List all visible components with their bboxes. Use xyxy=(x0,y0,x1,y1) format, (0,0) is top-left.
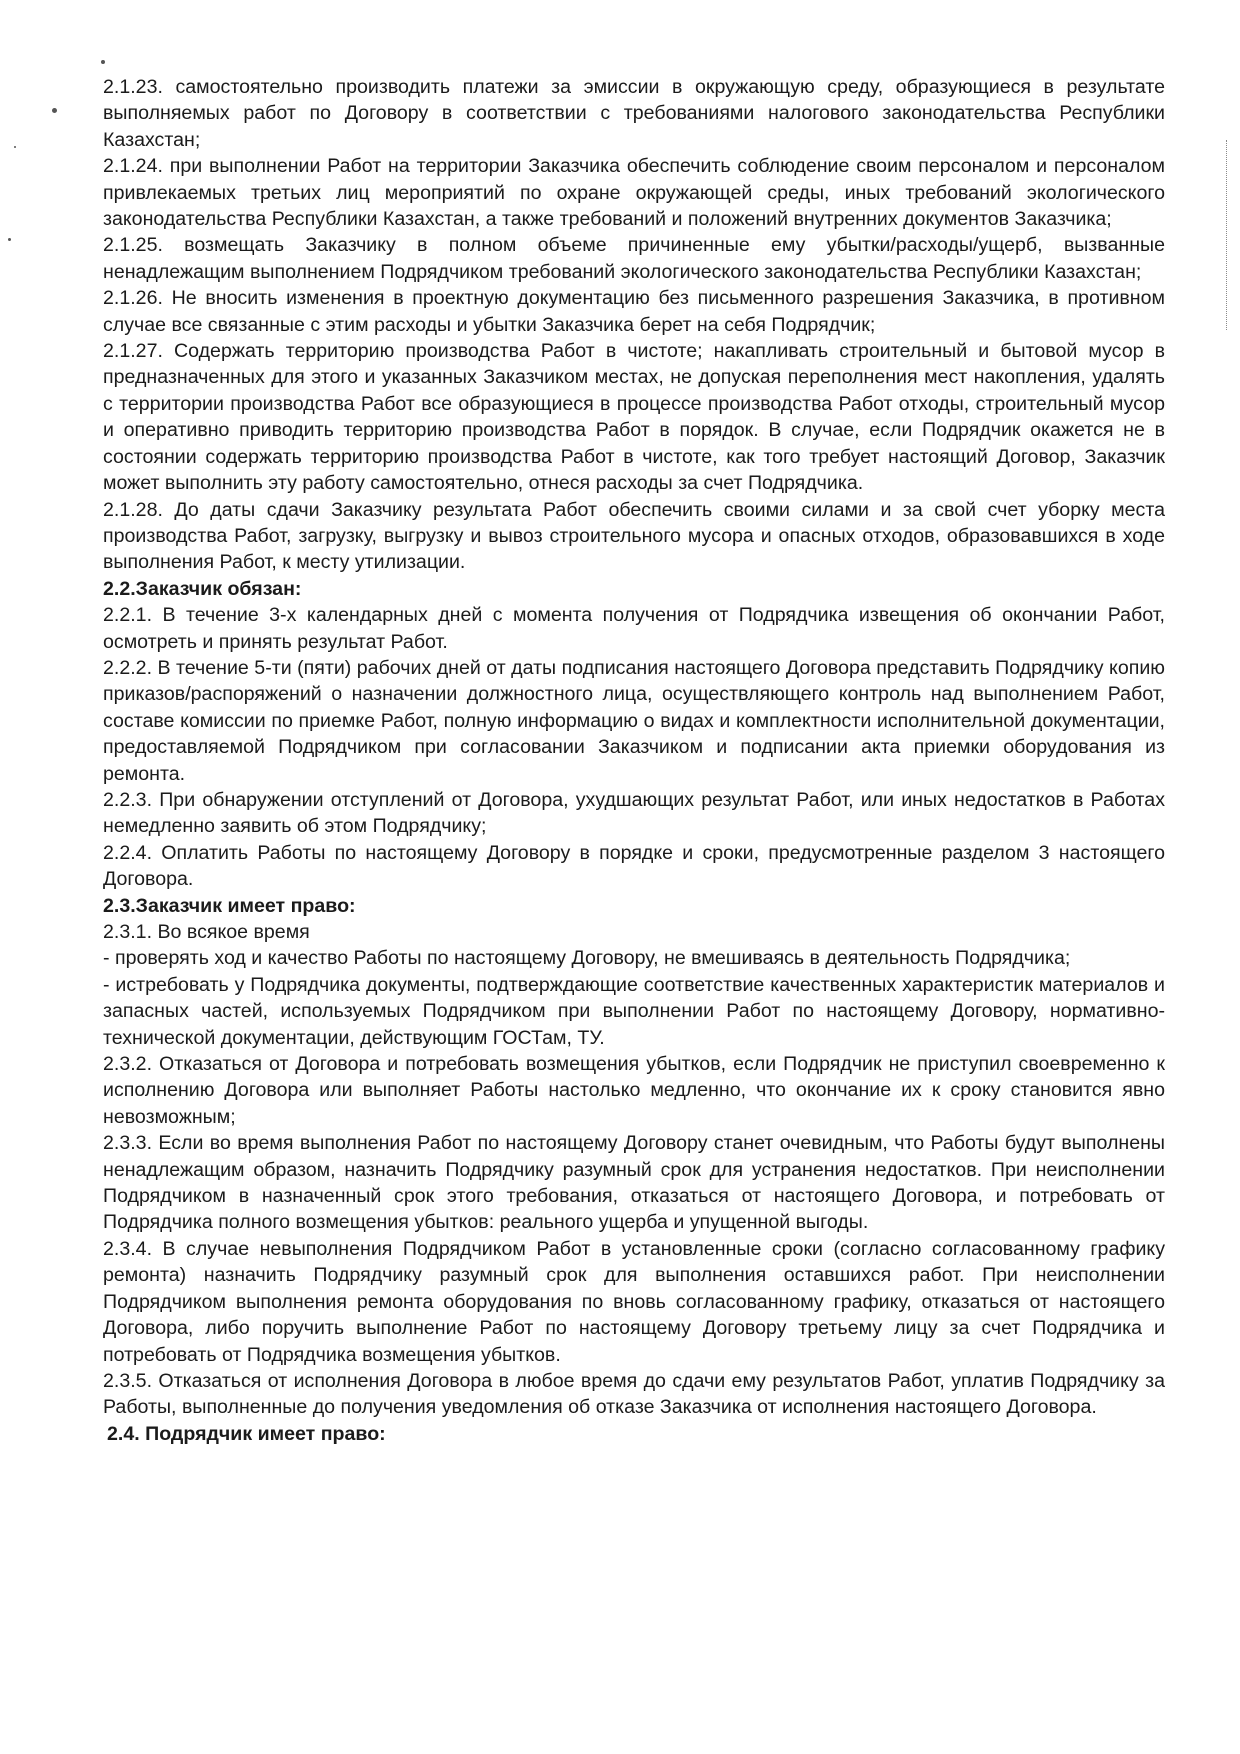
clause-2-3-1: 2.3.1. Во всякое время xyxy=(103,921,310,943)
document-page xyxy=(103,74,1165,1447)
scan-edge-mark xyxy=(1226,140,1227,330)
clause-2-1-25: 2.1.25. возмещать Заказчику в полном объеме причиненные ему убытки/расходы/ущерб, вызванные ненадлежащим выполнением Подрядчиком требований экологического законодательства Республики Казахстан; xyxy=(103,234,1165,283)
clause-2-2-1: 2.2.1. В течение 3-х календарных дней с момента получения от Подрядчика извещения об окончании Работ, осмотреть и принять результат Работ. xyxy=(103,604,1165,653)
clause-2-3-1-item-check: - проверять ход и качество Работы по настоящему Договору, не вмешиваясь в деятельность Подрядчика; xyxy=(103,947,1071,970)
clause-2-1-23: 2.1.23. самостоятельно производить платежи за эмиссии в окружающую среду, образующиеся в результате выполняемых работ по Договору в соответствии с требованиями налогового законодательства Республики Казахстан; xyxy=(103,76,1165,151)
clause-2-3-5: 2.3.5. Отказаться от исполнения Договора в любое время до сдачи ему результатов Работ, уплатив Подрядчику за Работы, выполненные до получения уведомления об отказе Заказчика от исполнения настоящего Договора. xyxy=(103,1369,1165,1419)
clause-2-3-2: 2.3.2. Отказаться от Договора и потребовать возмещения убытков, если Подрядчик не приступил своевременно к исполнению Договора или выполняет Работы настолько медленно, что окончание их к сроку становится явно невозможным; xyxy=(103,1053,1165,1128)
clause-2-2-3: 2.2.3. При обнаружении отступлений от Договора, ухудшающих результат Работ, или иных недостатков в Работах немедленно заявить об этом Подрядчику; xyxy=(103,788,1165,838)
clause-2-2-4: 2.2.4. Оплатить Работы по настоящему Договору в порядке и сроки, предусмотренные разделом 3 настоящего Договора. xyxy=(103,841,1165,891)
section-heading-2-2: 2.2.Заказчик обязан: xyxy=(103,577,302,600)
section-heading-2-4: 2.4. Подрядчик имеет право: xyxy=(107,1422,386,1445)
scan-speck xyxy=(14,146,16,148)
clause-2-1-28: 2.1.28. До даты сдачи Заказчику результата Работ обеспечить своими силами и за свой счет уборку места производства Работ, загрузку, выгрузку и вывоз строительного мусора и опасных отходов, образовавшихся в ходе выполнения Работ, к месту утилизации. xyxy=(103,498,1165,574)
clause-2-1-24: 2.1.24. при выполнении Работ на территории Заказчика обеспечить соблюдение своим персоналом и персоналом привлекаемых третьих лиц мероприятий по охране окружающей среды, иных требований экологического законодательства Республики Казахстан, а также требований и положений внутренних документов Заказчика; xyxy=(103,155,1165,231)
clause-2-3-4: 2.3.4. В случае невыполнения Подрядчиком Работ в установленные сроки (согласно согласованному графику ремонта) назначить Подрядчику разумный срок для выполнения оставшихся работ. При неисполнении Подрядчиком выполнения ремонта оборудования по вновь согласованному графику, отказаться от настоящего Договора, либо поручить выполнение Работ по настоящему Договору третьему лицу за счет Подрядчика и потребовать от Подрядчика возмещения убытков. xyxy=(103,1237,1165,1366)
clause-2-2-2: 2.2.2. В течение 5-ти (пяти) рабочих дней от даты подписания настоящего Договора представить Подрядчику копию приказов/распоряжений о назначении должностного лица, осуществляющего контроль над выполнением Работ, составе комиссии по приемке Работ, полную информацию о видах и комплектности исполнительной документации, предоставляемой Подрядчиком при согласовании Заказчиком и подписании акта приемки оборудования из ремонта. xyxy=(103,656,1165,785)
clause-2-1-26: 2.1.26. Не вносить изменения в проектную документацию без письменного разрешения Заказчика, в противном случае все связанные с этим расходы и убытки Заказчика берет на себя Подрядчик; xyxy=(103,287,1165,336)
scan-speck xyxy=(52,108,57,113)
clause-2-3-1-item-request: - истребовать у Подрядчика документы, подтверждающие соответствие качественных характеристик материалов и запасных частей, используемых Подрядчиком при выполнении Работ по настоящему Договору, нормативно-технической документации, действующим ГОСТам, ТУ. xyxy=(103,973,1165,1049)
clause-2-1-27: 2.1.27. Содержать территорию производства Работ в чистоте; накапливать строительный и бытовой мусор в предназначенных для этого и указанных Заказчиком местах, не допуская переполнения мест накопления, удалять с территории производства Работ все образующиеся в процессе производства Работ отходы, строительный мусор и оперативно приводить территорию производства Работ в порядок. В случае, если Подрядчик окажется не в состоянии содержать территорию производства Работ в чистоте, как того требует настоящий Договор, Заказчик может выполнить эту работу самостоятельно, отнеся расходы за счет Подрядчика. xyxy=(103,340,1165,495)
scan-speck xyxy=(8,238,11,241)
scan-speck xyxy=(101,60,105,64)
clause-2-3-3: 2.3.3. Если во время выполнения Работ по настоящему Договору станет очевидным, что Работы будут выполнены ненадлежащим образом, назначить Подрядчику разумный срок для устранения недостатков. При неисполнении Подрядчиком в назначенный срок этого требования, отказаться от настоящего Договора, и потребовать от Подрядчика полного возмещения убытков: реального ущерба и упущенной выгоды. xyxy=(103,1132,1165,1234)
section-heading-2-3: 2.3.Заказчик имеет право: xyxy=(103,894,356,917)
